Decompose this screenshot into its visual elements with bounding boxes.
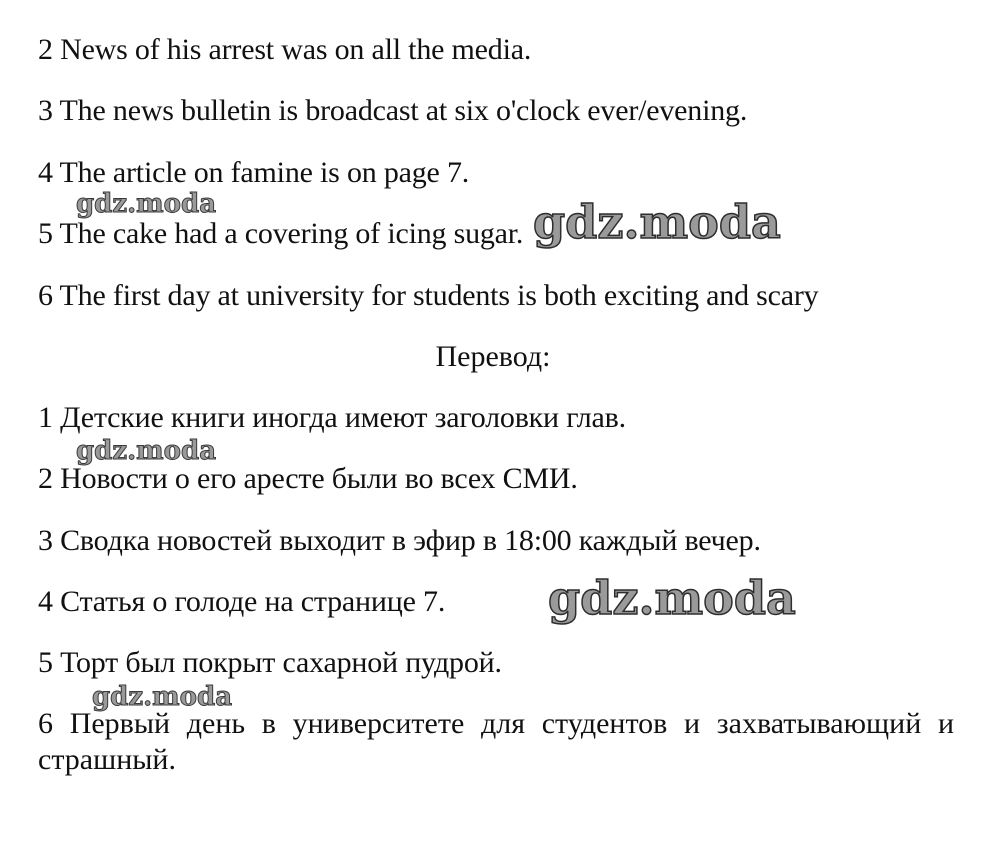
english-line-6: 6 The first day at university for students is both exciting and scary (38, 279, 819, 312)
watermark-logo: gdz.moda (548, 571, 796, 625)
english-line-4: 4 The article on famine is on page 7. (38, 156, 470, 189)
russian-line-4: 4 Статья о голоде на странице 7. (38, 585, 446, 618)
russian-line-1: 1 Детские книги иногда имеют заголовки глав. (38, 401, 626, 434)
russian-line-2: 2 Новости о его аресте были во всех СМИ. (38, 462, 578, 495)
english-line-3: 3 The news bulletin is broadcast at six o'clock ever/evening. (38, 94, 748, 127)
english-line-2: 2 News of his arrest was on all the media. (38, 33, 532, 66)
english-line-5: 5 The cake had a covering of icing sugar. (38, 217, 524, 250)
russian-line-5: 5 Торт был покрыт сахарной пудрой. (38, 646, 502, 679)
russian-line-6: 6 Первый день в университете для студентов и захватывающий и страшный. (38, 707, 954, 776)
watermark-logo: gdz.moda (92, 682, 233, 712)
russian-line-3: 3 Сводка новостей выходит в эфир в 18:00 каждый вечер. (38, 524, 761, 557)
translation-heading: Перевод: (435, 340, 551, 373)
watermark-logo: gdz.moda (533, 195, 781, 249)
watermark-logo: gdz.moda (76, 436, 217, 466)
watermark-logo: gdz.moda (76, 189, 217, 219)
